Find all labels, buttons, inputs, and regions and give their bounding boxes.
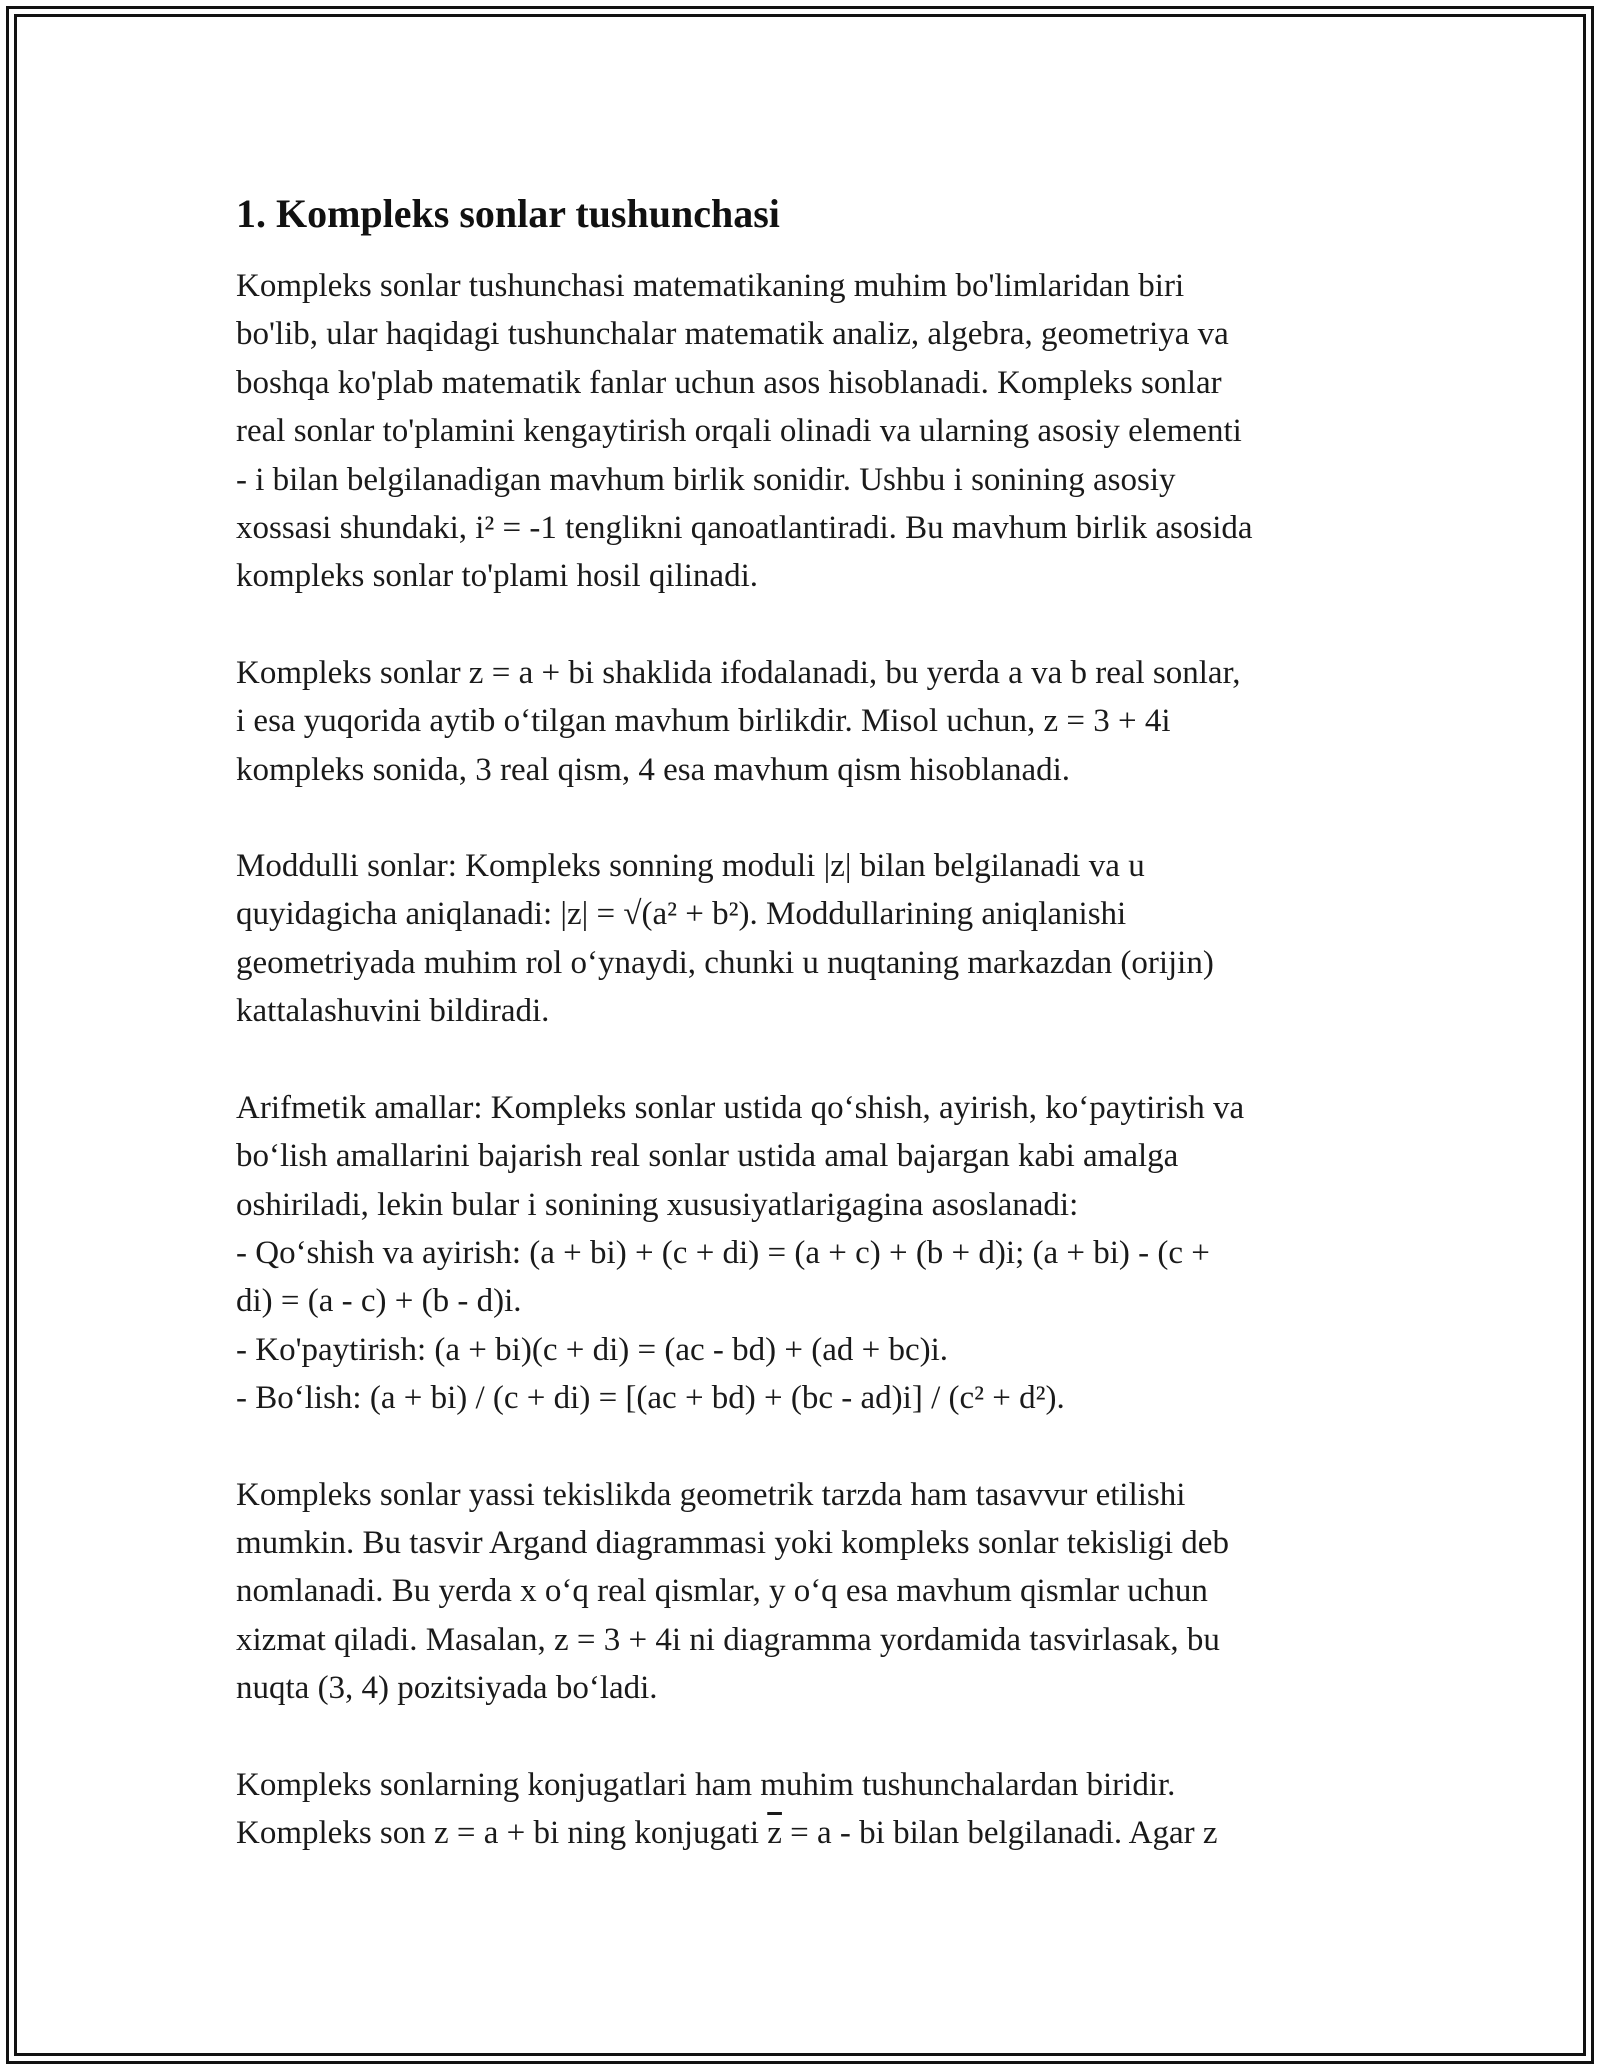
text-line: oshiriladi, lekin bular i sonining xususiyatlarigagina asoslanadi: <box>236 1186 1079 1223</box>
text-line: geometriyada muhim rol o‘ynaydi, chunki u nuqtaning markazdan (orijin) <box>236 944 1214 981</box>
text-line: xizmat qiladi. Masalan, z = 3 + 4i ni diagramma yordamida tasvirlasak, bu <box>236 1621 1220 1658</box>
text-line: - Qo‘shish va ayirish: (a + bi) + (c + di) = (a + c) + (b + d)i; (a + bi) - (c + <box>236 1234 1210 1271</box>
text-line: di) = (a - c) + (b - d)i. <box>236 1283 522 1320</box>
text-line: mumkin. Bu tasvir Argand diagrammasi yoki kompleks sonlar tekisligi deb <box>236 1524 1229 1561</box>
text-line: Kompleks sonlar yassi tekislikda geometrik tarzda ham tasavvur etilishi <box>236 1476 1186 1513</box>
text-line: real sonlar to'plamini kengaytirish orqali olinadi va ularning asosiy elementi <box>236 413 1242 450</box>
text-line-conjugate <box>236 1809 1376 1857</box>
text-line: Moddulli sonlar: Kompleks sonning moduli |z| bilan belgilanadi va u <box>236 848 1145 885</box>
conjugate-symbol: $\overline{z}$ <box>767 1814 782 1851</box>
paragraph-conjugate <box>236 1761 1376 1858</box>
document-body <box>236 186 1376 1905</box>
text-segment: Kompleks son z = a + bi ning konjugati <box>236 1814 768 1851</box>
text-line: kompleks sonlar to'plami hosil qilinadi. <box>236 558 758 595</box>
text-line: bo‘lish amallarini bajarish real sonlar ustida amal bajargan kabi amalga <box>236 1138 1179 1175</box>
text-line: Kompleks sonlar z = a + bi shaklida ifodalanadi, bu yerda a va b real sonlar, <box>236 654 1241 691</box>
text-line: - Bo‘lish: (a + bi) / (c + di) = [(ac + bd) + (bc - ad)i] / (c² + d²). <box>236 1380 1065 1417</box>
section-heading: 1. Kompleks sonlar tushunchasi <box>236 191 780 236</box>
paragraph-geometry <box>236 1471 1376 1713</box>
text-line: kattalashuvini bildiradi. <box>236 993 550 1030</box>
text-line: Kompleks sonlar tushunchasi matematikaning muhim bo'limlaridan biri <box>236 268 1185 304</box>
text-line: bo'lib, ular haqidagi tushunchalar matematik analiz, algebra, geometriya va <box>236 316 1229 353</box>
paragraph-intro <box>236 262 1376 601</box>
paragraph-modulus <box>236 842 1376 1036</box>
paragraph-arithmetic <box>236 1084 1376 1423</box>
text-line: kompleks sonida, 3 real qism, 4 esa mavhum qism hisoblanadi. <box>236 751 1071 788</box>
text-line: nuqta (3, 4) pozitsiyada bo‘ladi. <box>236 1670 658 1707</box>
text-line: Arifmetik amallar: Kompleks sonlar ustida qo‘shish, ayirish, ko‘paytirish va <box>236 1089 1245 1126</box>
text-line: - Ko'paytirish: (a + bi)(c + di) = (ac - bd) + (ad + bc)i. <box>236 1331 949 1368</box>
text-line: xossasi shundaki, i² = -1 tenglikni qanoatlantiradi. Bu mavhum birlik asosida <box>236 510 1253 547</box>
text-line: quyidagicha aniqlanadi: |z| = √(a² + b²). Moddullarining aniqlanishi <box>236 896 1127 933</box>
text-line: Kompleks sonlarning konjugatlari ham muhim tushunchalardan biridir. <box>236 1766 1176 1803</box>
text-line: - i bilan belgilanadigan mavhum birlik sonidir. Ushbu i sonining asosiy <box>236 461 1176 498</box>
text-segment: = a - bi bilan belgilanadi. Agar z <box>781 1814 1218 1851</box>
text-line: nomlanadi. Bu yerda x o‘q real qismlar, y o‘q esa mavhum qismlar uchun <box>236 1573 1208 1610</box>
text-line: i esa yuqorida aytib o‘tilgan mavhum birlikdir. Misol uchun, z = 3 + 4i <box>236 703 1171 740</box>
paragraph-form <box>236 649 1376 794</box>
text-line: boshqa ko'plab matematik fanlar uchun asos hisoblanadi. Kompleks sonlar <box>236 364 1222 401</box>
